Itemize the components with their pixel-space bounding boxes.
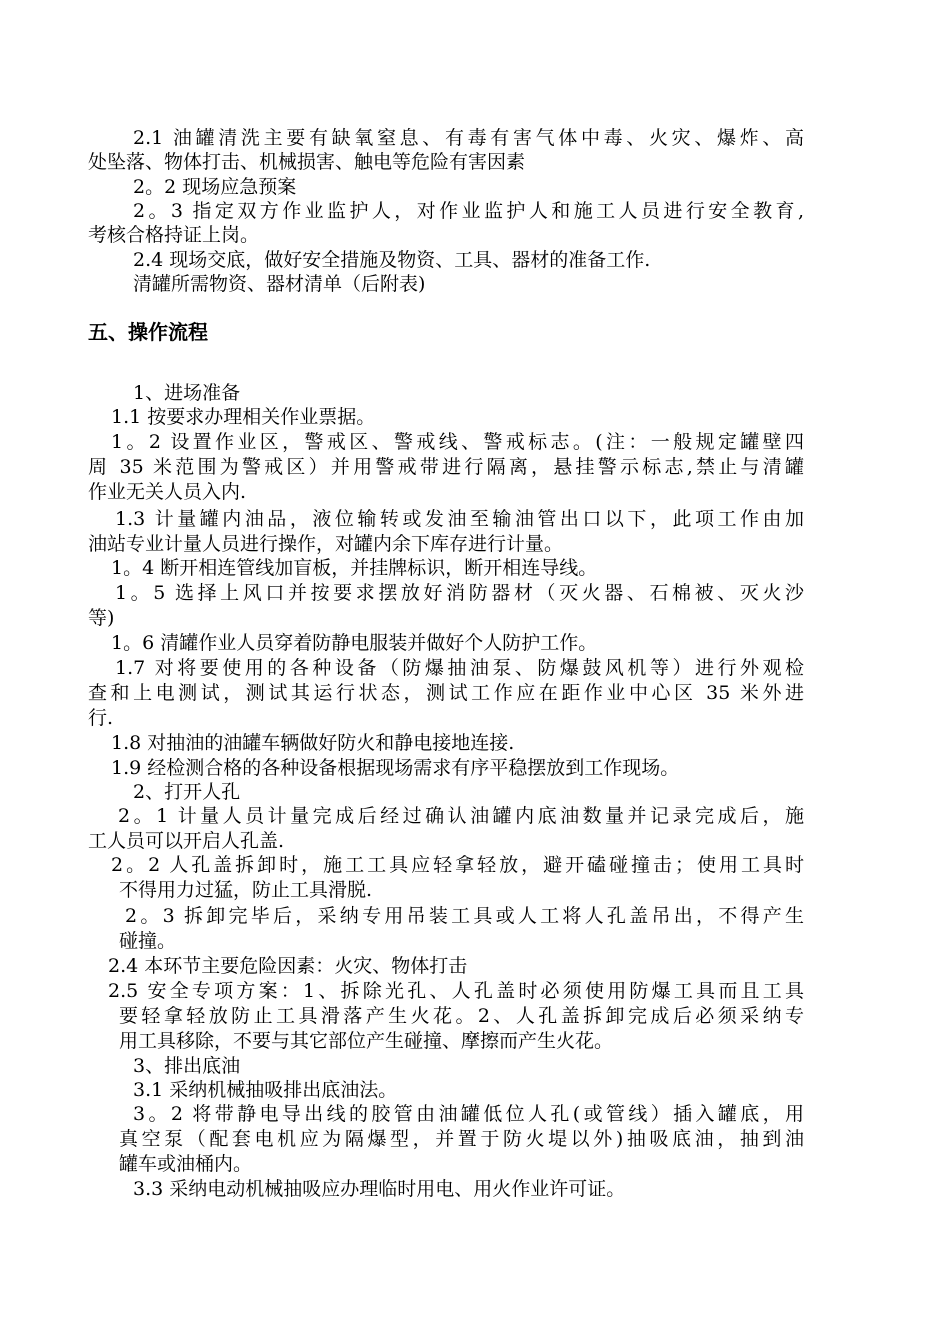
step-1-3-line-2: 油站专业计量人员进行操作，对罐内余下库存进行计量。	[88, 533, 564, 555]
step-1-6: 1。6 清罐作业人员穿着防静电服装并做好个人防护工作。	[111, 632, 598, 654]
step-1-7-line-2: 查和上电测试，测试其运行状态，测试工作应在距作业中心区 35 米外进	[88, 682, 804, 704]
materials-list-note: 清罐所需物资、器材清单（后附表)	[133, 273, 426, 295]
paragraph-2-3-line-2: 考核合格持证上岗。	[88, 224, 260, 246]
step-1-2-line-2: 周 35 米范围为警戒区）并用警戒带进行隔离，悬挂警示标志,禁止与清罐	[88, 456, 804, 478]
step-3-2-line-1: 3。2 将带静电导出线的胶管由油罐低位人孔(或管线）插入罐底，用	[133, 1103, 804, 1125]
step-1-2-line-3: 作业无关人员入内.	[88, 481, 247, 503]
paragraph-2-4: 2.4 现场交底，做好安全措施及物资、工具、器材的准备工作.	[133, 249, 651, 271]
step-2-5-line-2: 要轻拿轻放防止工具滑落产生火花。2、人孔盖拆卸完成后必须采纳专	[119, 1005, 804, 1027]
step-2-3-line-1: 2。3 拆卸完毕后，采纳专用吊装工具或人工将人孔盖吊出，不得产生	[125, 905, 804, 927]
step-1-9: 1.9 经检测合格的各种设备根据现场需求有序平稳摆放到工作现场。	[111, 757, 680, 779]
step-1-3-line-1: 1.3 计量罐内油品，液位输转或发油至输油管出口以下，此项工作由加	[115, 508, 804, 530]
step-2-2-line-2: 不得用力过猛，防止工具滑脱.	[119, 879, 373, 901]
step-2-title: 2、打开人孔	[133, 781, 241, 803]
step-3-3: 3.3 采纳电动机械抽吸应办理临时用电、用火作业许可证。	[133, 1178, 626, 1200]
step-2-3-line-2: 碰撞。	[119, 930, 177, 952]
step-3-2-line-2: 真空泵（配套电机应为隔爆型，并置于防火堤以外)抽吸底油，抽到油	[119, 1128, 804, 1150]
paragraph-2-1-line-1: 2.1 油罐清洗主要有缺氧窒息、有毒有害气体中毒、火灾、爆炸、高	[133, 127, 804, 149]
step-2-5-line-1: 2.5 安全专项方案：1、拆除光孔、人孔盖时必须使用防爆工具而且工具	[108, 980, 804, 1002]
step-3-2-line-3: 罐车或油桶内。	[119, 1153, 253, 1175]
step-3-1: 3.1 采纳机械抽吸排出底油法。	[133, 1079, 398, 1101]
step-2-4: 2.4 本环节主要危险因素：火灾、物体打击	[108, 955, 468, 977]
step-1-1: 1.1 按要求办理相关作业票据。	[111, 406, 376, 428]
step-2-1-line-2: 工人员可以开启人孔盖.	[88, 830, 285, 852]
paragraph-2-3-line-1: 2。3 指定双方作业监护人，对作业监护人和施工人员进行安全教育,	[133, 200, 804, 222]
step-1-5-line-1: 1。5 选择上风口并按要求摆放好消防器材（灭火器、石棉被、灭火沙	[115, 582, 804, 604]
step-2-1-line-1: 2。1 计量人员计量完成后经过确认油罐内底油数量并记录完成后，施	[118, 805, 804, 827]
step-1-2-line-1: 1。2 设置作业区，警戒区、警戒线、警戒标志。(注：一般规定罐壁四	[111, 431, 804, 453]
step-1-5-line-2: 等)	[88, 607, 115, 629]
step-1-title: 1、进场准备	[133, 382, 241, 404]
section-5-heading: 五、操作流程	[88, 320, 208, 344]
paragraph-2-2: 2。2 现场应急预案	[133, 176, 297, 198]
step-1-7-line-1: 1.7 对将要使用的各种设备（防爆抽油泵、防爆鼓风机等）进行外观检	[115, 657, 804, 679]
step-1-8: 1.8 对抽油的油罐车辆做好防火和静电接地连接.	[111, 732, 515, 754]
step-3-title: 3、排出底油	[133, 1055, 241, 1077]
paragraph-2-1-line-2: 处坠落、物体打击、机械损害、触电等危险有害因素	[88, 151, 526, 173]
step-2-2-line-1: 2。2 人孔盖拆卸时，施工工具应轻拿轻放，避开磕碰撞击；使用工具时	[111, 854, 804, 876]
step-1-7-line-3: 行.	[88, 707, 114, 729]
step-1-4: 1。4 断开相连管线加盲板，并挂牌标识，断开相连导线。	[111, 557, 598, 579]
step-2-5-line-3: 用工具移除，不要与其它部位产生碰撞、摩擦而产生火花。	[119, 1030, 614, 1052]
